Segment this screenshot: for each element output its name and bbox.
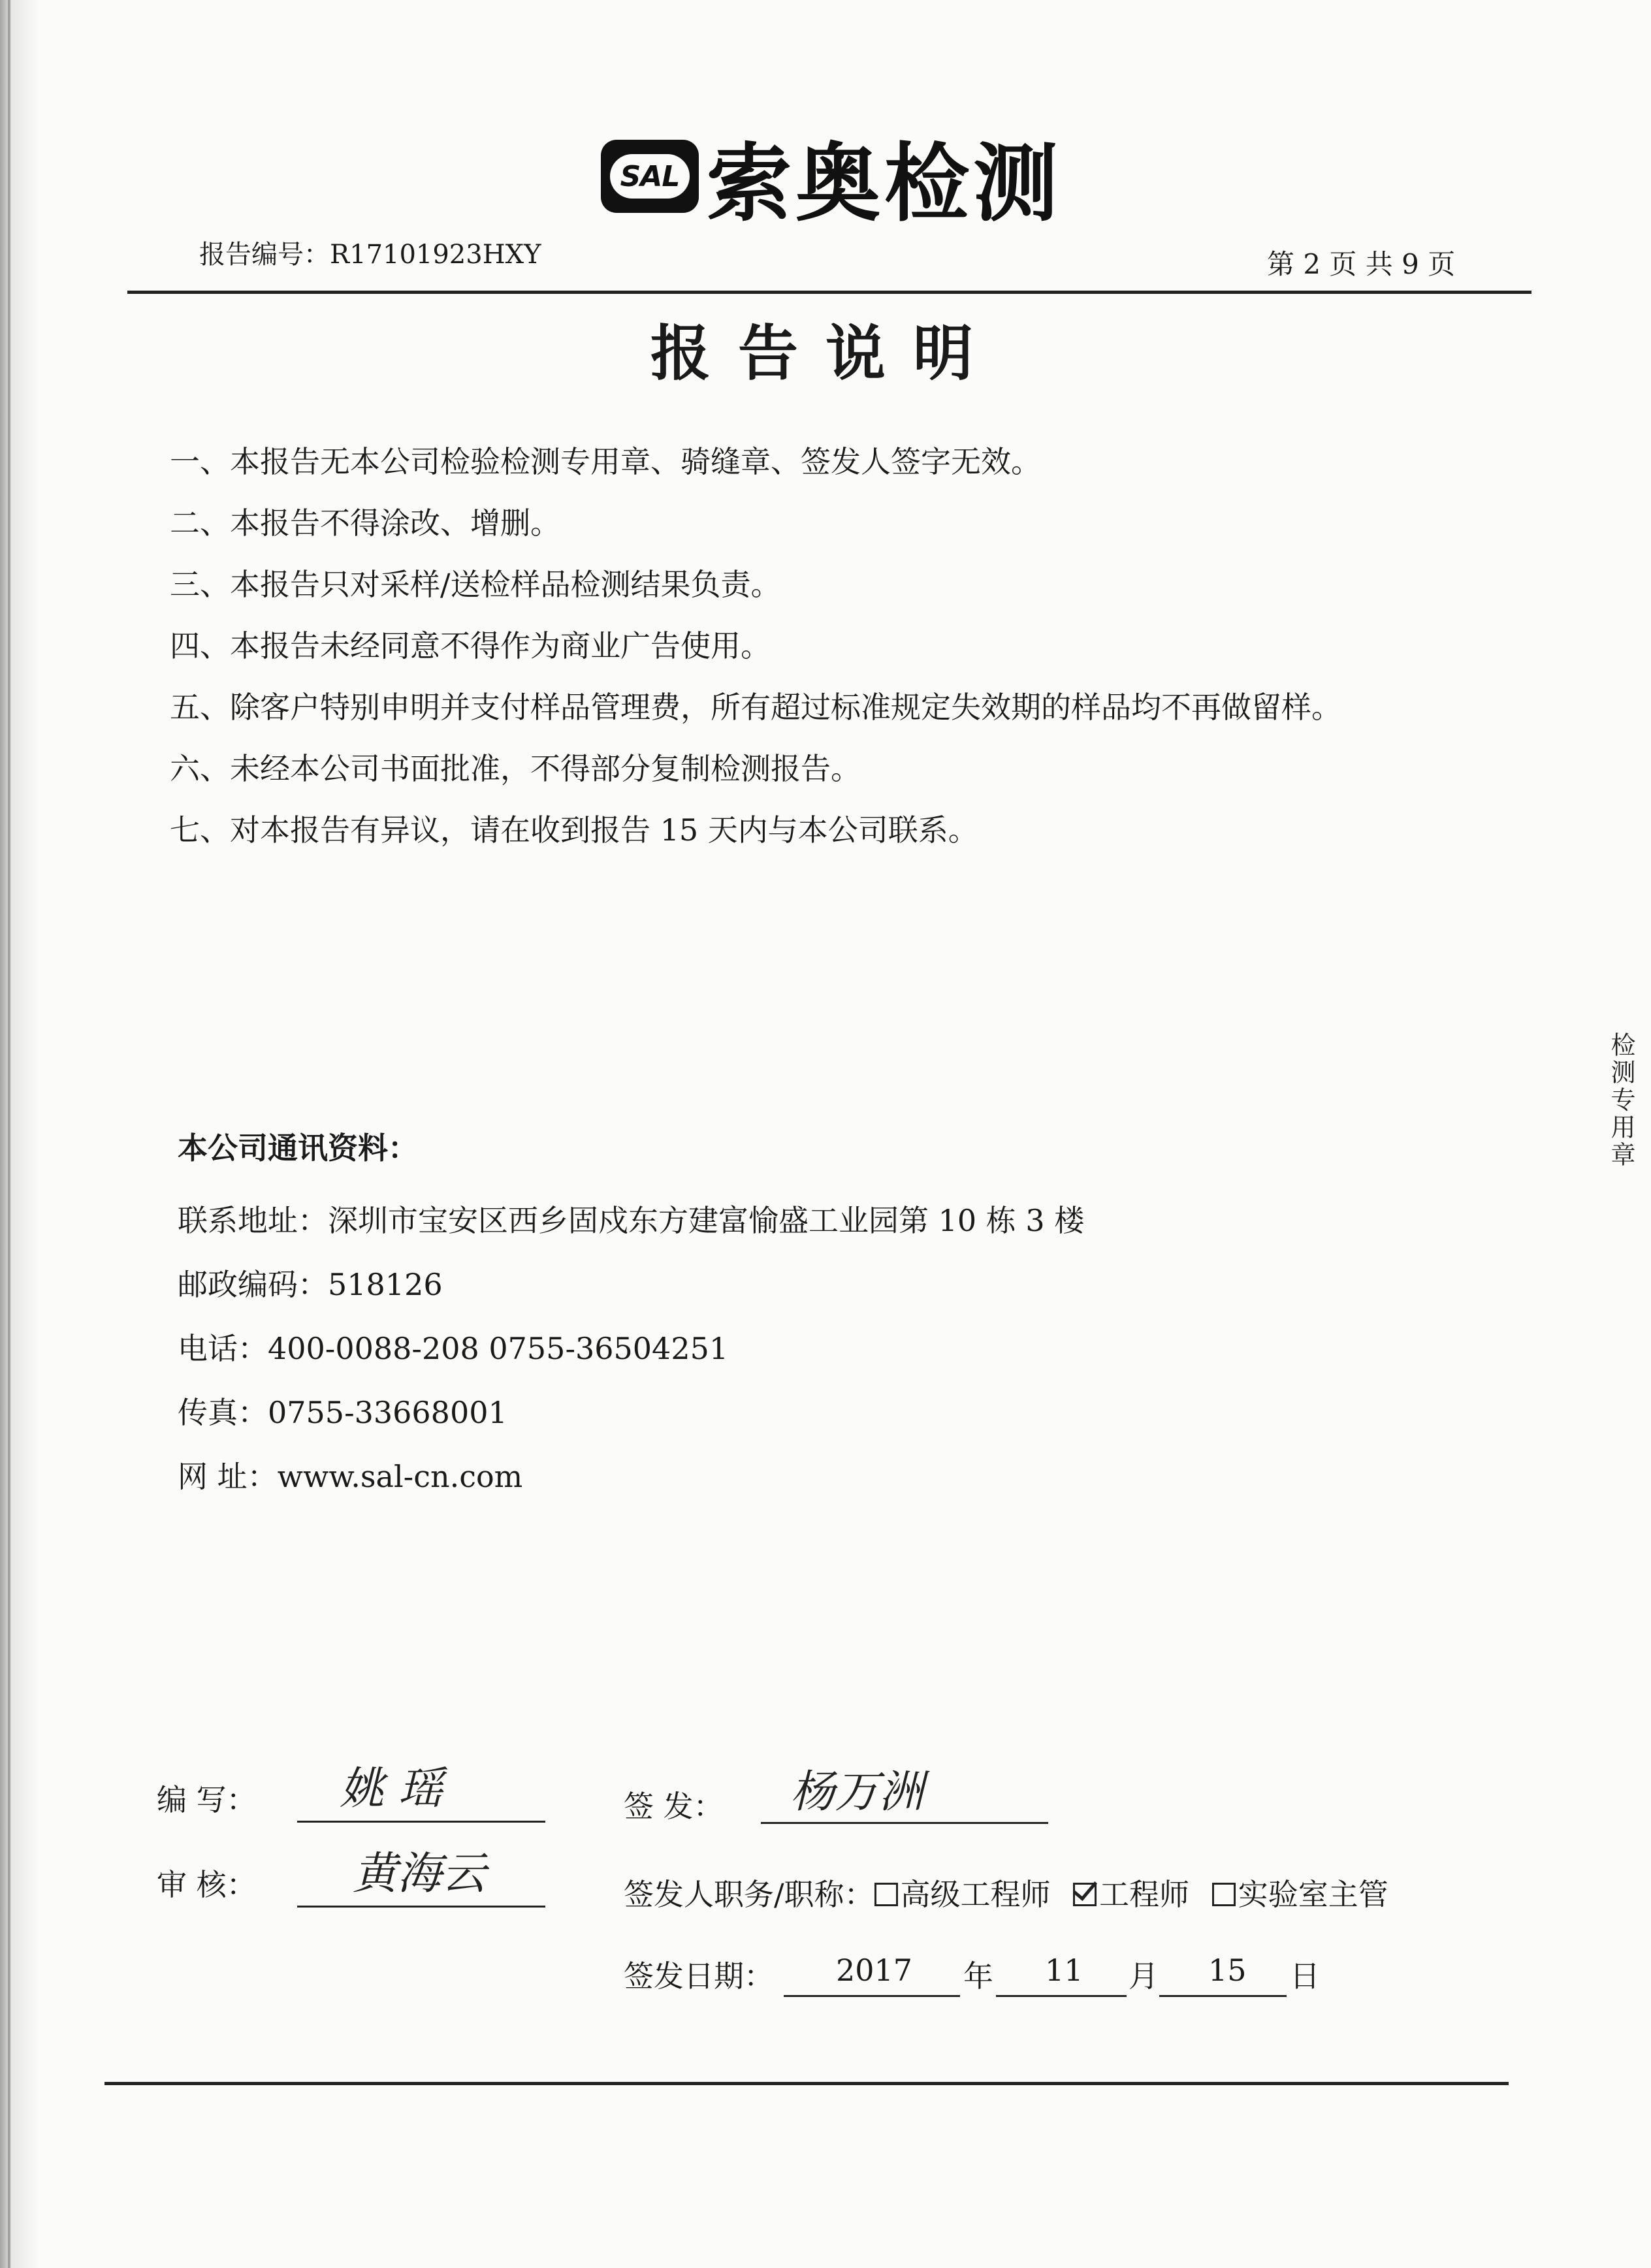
- reviewer-label: 审 核：: [157, 1867, 257, 1902]
- header-divider: [127, 291, 1531, 294]
- logo-badge-icon: [601, 140, 699, 213]
- year-line: [784, 1995, 960, 1997]
- checkbox-lab-manager: [1212, 1883, 1236, 1906]
- writer-signature: 姚 瑶: [340, 1763, 443, 1815]
- page-title: 报告说明: [650, 319, 1001, 389]
- contact-block: [178, 1189, 1084, 1509]
- reviewer-line: [297, 1906, 545, 1908]
- checkbox-senior-engineer: [874, 1883, 898, 1906]
- issuer-signature: 杨万洲: [790, 1766, 924, 1818]
- contact-fax: 传真：0755-33668001: [178, 1395, 507, 1430]
- logo-name: 索奥检测: [707, 133, 1063, 233]
- note-item: 三、本报告只对采样/送检样品检测结果负责。: [170, 567, 781, 602]
- note-item: 六、未经本公司书面批准，不得部分复制检测报告。: [170, 751, 861, 786]
- seal-fragment: 检测专用章: [1607, 1032, 1635, 1169]
- contact-phone: 电话：400-0088-208 0755-36504251: [178, 1331, 729, 1366]
- note-item: 七、对本报告有异议，请在收到报告 15 天内与本公司联系。: [170, 812, 978, 848]
- date-month: 11: [1045, 1953, 1083, 1988]
- issuer-line: [761, 1822, 1048, 1824]
- page-info: 第 2 页 共 9 页: [1267, 248, 1456, 280]
- contact-address: 联系地址：深圳市宝安区西乡固戍东方建富愉盛工业园第 10 栋 3 楼: [178, 1203, 1085, 1238]
- company-logo: [601, 127, 1063, 233]
- year-unit: 年: [963, 1958, 993, 1994]
- writer-line: [297, 1821, 545, 1823]
- note-item: 五、除客户特别申明并支付样品管理费，所有超过标准规定失效期的样品均不再做留样。: [170, 690, 1341, 725]
- date-year: 2017: [836, 1953, 913, 1988]
- month-line: [996, 1995, 1127, 1997]
- day-unit: 日: [1290, 1958, 1320, 1994]
- issuer-label: 签 发：: [624, 1789, 724, 1824]
- date-day: 15: [1208, 1953, 1247, 1988]
- date-label: 签发日期：: [624, 1958, 774, 1994]
- note-item: 二、本报告不得涂改、增删。: [170, 505, 560, 541]
- note-item: 一、本报告无本公司检验检测专用章、骑缝章、签发人签字无效。: [170, 444, 1041, 479]
- reviewer-signature: 黄海云: [353, 1848, 487, 1900]
- contact-postcode: 邮政编码：518126: [178, 1267, 443, 1302]
- writer-label: 编 写：: [157, 1782, 257, 1817]
- month-unit: 月: [1129, 1958, 1159, 1994]
- position-senior-engineer: 高级工程师: [900, 1877, 1051, 1912]
- footer-divider: [104, 2082, 1509, 2085]
- checkbox-engineer-checked: [1073, 1883, 1097, 1906]
- position-engineer: 工程师: [1099, 1877, 1190, 1912]
- position-label: 签发人职务/职称：: [624, 1877, 874, 1912]
- report-number: 报告编号：R17101923HXY: [199, 240, 541, 270]
- position-lab-manager: 实验室主管: [1238, 1877, 1388, 1912]
- position-row: [624, 1871, 1388, 1914]
- contact-heading: 本公司通讯资料：: [178, 1130, 418, 1166]
- day-line: [1159, 1995, 1287, 1997]
- notes-list: [170, 431, 1341, 861]
- note-item: 四、本报告未经同意不得作为商业广告使用。: [170, 628, 771, 663]
- logo-abbr: SAL: [620, 159, 680, 193]
- contact-website: 网 址：www.sal-cn.com: [178, 1459, 523, 1494]
